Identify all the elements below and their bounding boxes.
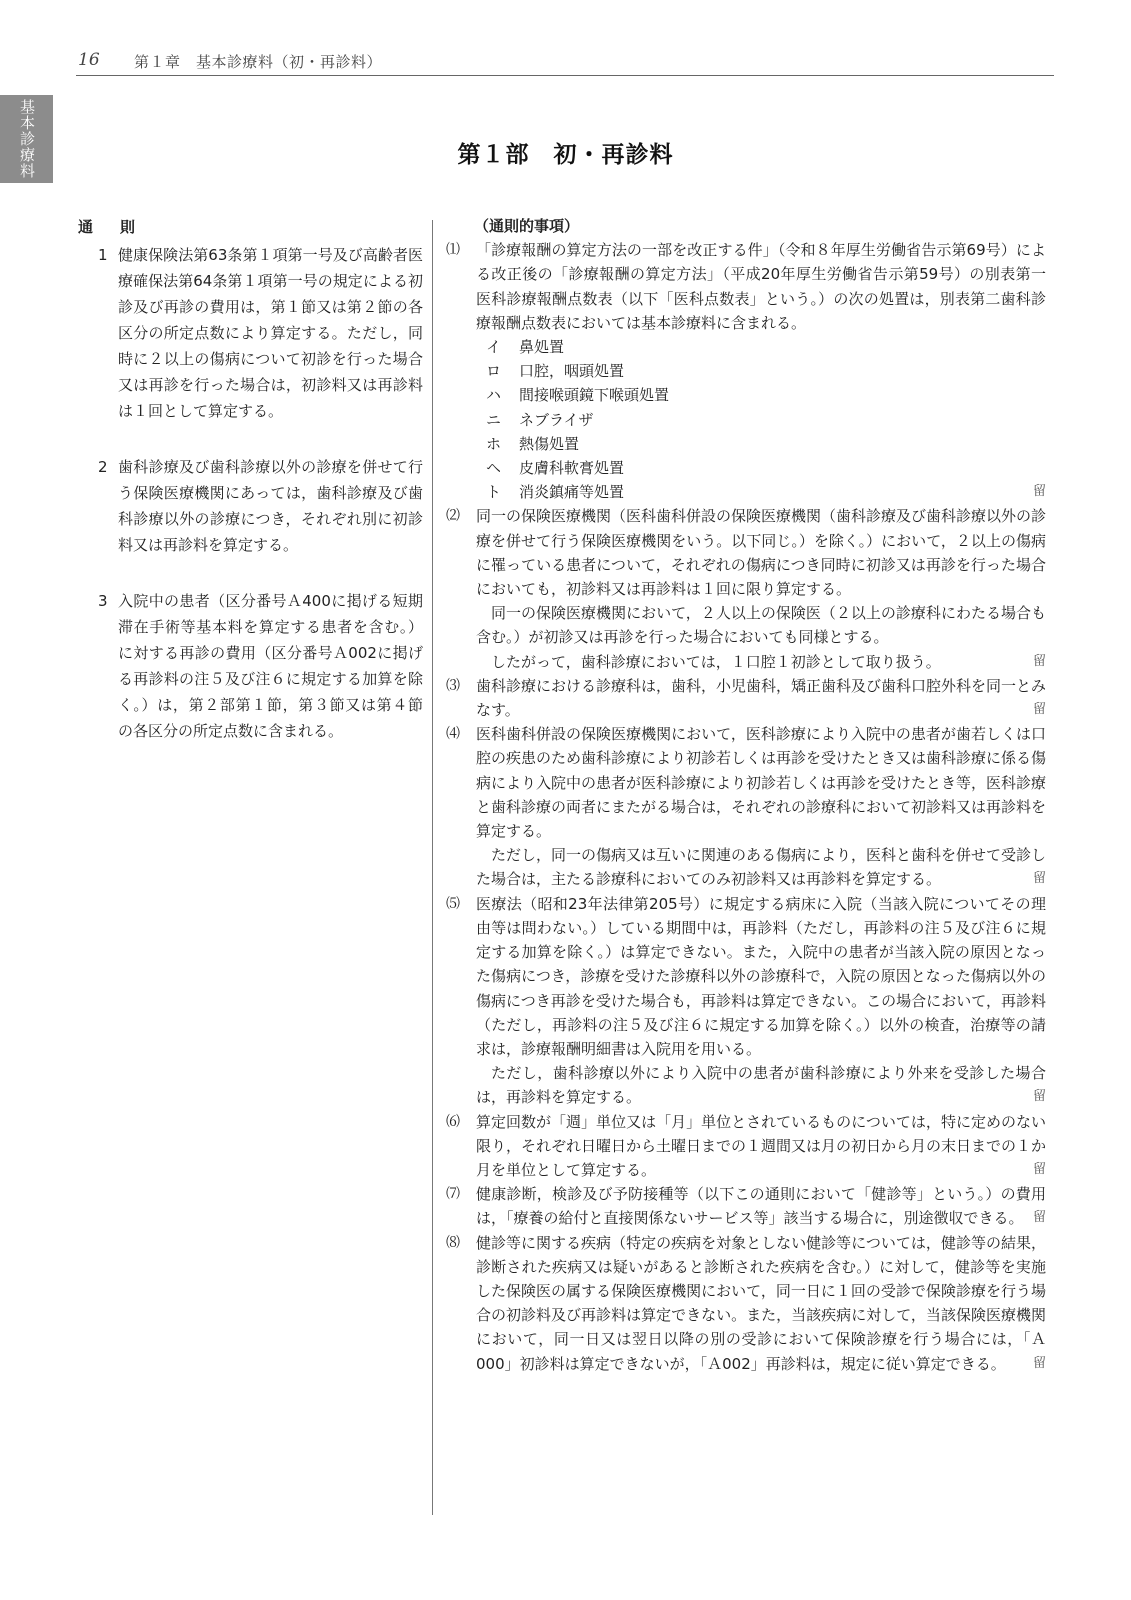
treatment-marker: ホ	[486, 434, 502, 453]
treatment-text: 消炎鎮痛等処置	[519, 483, 625, 502]
rule-number: 3	[98, 592, 108, 610]
matter-item-5	[446, 892, 1046, 1110]
matter-text: 同一の保険医療機関において，２人以上の保険医（２以上の診療科にわたる場合も含む。）が初診又は再診を行った場合においても同様とする。	[476, 604, 1046, 647]
matter-text: 医科歯科併設の保険医療機関において，医科診療により入院中の患者が歯若しくは口腔の疾患のため歯科診療により初診若しくは再診を受けたとき又は歯科診療に係る傷病により入院中の患者が医科診療により初診若しくは再診を受けたとき等，医科診療と歯科診療の両者にまたがる場合は，それぞれの診療科において初診料又は再診料を算定する。	[476, 725, 1047, 841]
header-rule	[76, 75, 1054, 76]
tag-mark: 留	[1032, 653, 1046, 669]
matter-number: ⑺	[446, 1186, 460, 1203]
tag-mark: 留	[1032, 1355, 1046, 1371]
rule-text: 歯科診療及び歯科診療以外の診療を併せて行う保険医療機関にあっては，歯科診療及び歯科診療以外の診療につき，それぞれ別に初診料又は再診料を算定する。	[118, 458, 423, 554]
tag-mark: 留	[1032, 702, 1046, 718]
rule-item	[78, 454, 423, 558]
matter-item-4	[446, 722, 1046, 891]
treatment-text: 熱傷処置	[519, 434, 580, 453]
matter-number: ⑹	[446, 1113, 460, 1130]
treatment-item	[486, 456, 1046, 480]
matter-text: 同一の保険医療機関（医科歯科併設の保険医療機関（歯科診療及び歯科診療以外の診療を併せて行う保険医療機関をいう。以下同じ。）を除く。）において，２以上の傷病に罹っている患者について，それぞれの傷病につき同時に初診又は再診を行った場合においても，初診料又は再診料は１回に限り算定する。	[476, 507, 1047, 599]
matter-number: ⑴	[446, 242, 460, 259]
rule-number: 2	[98, 458, 108, 476]
matter-text: 健康診断，検診及び予防接種等（以下この通則において「健診等」という。）の費用は，「療養の給付と直接関係ないサービス等」該当する場合に，別途徴収できる。 留	[476, 1182, 1046, 1230]
tag-mark: 留	[1032, 871, 1046, 887]
rule-number: 1	[98, 246, 108, 264]
treatment-marker: ト	[486, 483, 502, 502]
matter-text: ただし，同一の傷病又は互いに関連のある傷病により，医科と歯科を併せて受診した場合は，主たる診療科においてのみ初診料又は再診料を算定する。 留	[476, 843, 1046, 891]
rule-text: 入院中の患者（区分番号Ａ400に掲げる短期滞在手術等基本料を算定する患者を含む。）に対する再診の費用（区分番号Ａ002に掲げる再診料の注５及び注６に規定する加算を除く。）は，第２部第１節，第３節又は第４節の各区分の所定点数に含まれる。	[118, 592, 423, 740]
treatment-marker: ニ	[486, 410, 502, 429]
rule-item	[78, 588, 423, 744]
matter-item-6	[446, 1110, 1046, 1183]
tag-mark: 留	[1032, 1089, 1046, 1105]
treatment-list	[476, 335, 1046, 504]
matter-text: 健診等に関する疾病（特定の疾病を対象としない健診等については，健診等の結果，診断された疾病又は疑いがあると診断された疾病を含む。）に対して，健診等を実施した保険医の属する保険医療機関において，同一日に１回の受診で保険診療を行う場合の初診料及び再診料は算定できない。また，当該疾病に対して，当該保険医療機関において，同一日又は翌日以降の別の受診において保険診療を行う場合には，「Ａ000」初診料は算定できないが，「Ａ002」再診料は，規定に従い算定できる。 留	[476, 1231, 1046, 1376]
treatment-item	[486, 408, 1046, 432]
general-rules-column	[78, 214, 423, 774]
matter-text: したがって，歯科診療においては，１口腔１初診として取り扱う。 留	[476, 650, 1046, 674]
treatment-item	[486, 432, 1046, 456]
chapter-title: 第１章 基本診療料（初・再診料）	[134, 53, 383, 71]
tag-mark: 留	[1032, 1161, 1046, 1177]
treatment-item	[486, 383, 1046, 407]
treatment-text: 口腔，咽頭処置	[519, 362, 625, 381]
matter-text: 歯科診療における診療科は，歯科，小児歯科，矯正歯科及び歯科口腔外科を同一とみなす。 留	[476, 674, 1046, 722]
matter-item-8	[446, 1231, 1046, 1376]
page-number: 16	[78, 50, 100, 70]
matter-text: 算定回数が「週」単位又は「月」単位とされているものについては，特に定めのない限り，それぞれ日曜日から土曜日までの１週間又は月の初日から月の末日までの１か月を単位として算定する。 留	[476, 1110, 1046, 1183]
treatment-marker: ハ	[486, 386, 502, 405]
treatment-item	[486, 480, 1046, 504]
matter-number: ⑵	[446, 508, 460, 525]
rule-item	[78, 242, 423, 424]
matter-item-2	[446, 504, 1046, 673]
general-matters-heading: （通則的事項）	[474, 217, 580, 235]
general-rules-heading: 通 則	[78, 218, 142, 236]
tag-mark: 留	[1032, 1210, 1046, 1226]
matter-item-3	[446, 674, 1046, 722]
treatment-item	[486, 359, 1046, 383]
treatment-text: 間接喉頭鏡下喉頭処置	[519, 386, 670, 405]
treatment-marker: ロ	[486, 362, 502, 381]
matter-item-7	[446, 1182, 1046, 1230]
general-matters-column	[446, 214, 1046, 1376]
matter-item-1	[446, 238, 1046, 504]
matter-number: ⑸	[446, 895, 460, 912]
treatment-marker: ヘ	[486, 459, 502, 478]
treatment-text: 鼻処置	[519, 338, 565, 357]
treatment-item	[486, 335, 1046, 359]
matter-text: 医療法（昭和23年法律第205号）に規定する病床に入院（当該入院についてその理由等は問わない。）している期間中は，再診料（ただし，再診料の注５及び注６に規定する加算を除く。）は算定できない。また，入院中の患者が当該入院の原因となった傷病につき，診療を受けた診療科以外の診療科で，入院の原因となった傷病以外の傷病につき再診を受けた場合も，再診料は算定できない。この場合において，再診料（ただし，再診料の注５及び注６に規定する加算を除く。）以外の検査，治療等の請求は，診療報酬明細書は入院用を用いる。	[476, 894, 1046, 1058]
matter-number: ⑶	[446, 677, 460, 694]
matter-number: ⑷	[446, 726, 460, 743]
rule-text: 健康保険法第63条第１項第一号及び高齢者医療確保法第64条第１項第一号の規定による初診及び再診の費用は，第１節又は第２節の各区分の所定点数により算定する。ただし，同時に２以上の傷病について初診を行った場合又は再診を行った場合は，初診料又は再診料は１回として算定する。	[118, 246, 423, 420]
treatment-text: ネブライザ	[519, 410, 594, 429]
matter-text: 「診療報酬の算定方法の一部を改正する件」（令和８年厚生労働省告示第69号）による改正後の「診療報酬の算定方法」（平成20年厚生労働省告示第59号）の別表第一医科診療報酬点数表（以下「医科点数表」という。）の次の処置は，別表第二歯科診療報酬点数表においては基本診療料に含まれる。	[476, 241, 1046, 332]
column-divider	[432, 220, 433, 1515]
matter-number: ⑻	[446, 1234, 460, 1251]
matter-text: ただし，歯科診療以外により入院中の患者が歯科診療により外来を受診した場合は，再診料を算定する。 留	[476, 1061, 1046, 1109]
treatment-text: 皮膚科軟膏処置	[519, 459, 625, 478]
tag-mark: 留	[1032, 484, 1046, 500]
part-title: 第１部 初・再診料	[457, 142, 674, 168]
side-tab-label: 基本診療料	[18, 99, 36, 179]
treatment-marker: イ	[486, 338, 502, 357]
